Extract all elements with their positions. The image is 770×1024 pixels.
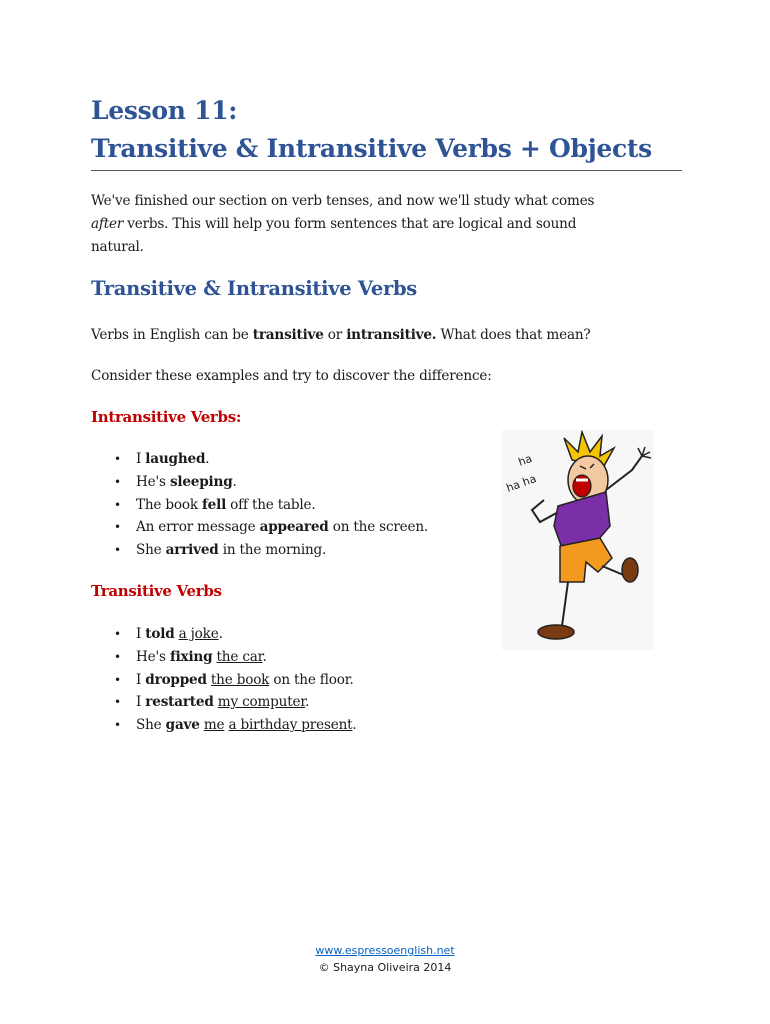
verb: appeared [259,519,329,536]
item-text: in the morning. [218,542,327,559]
item-text: . [205,451,210,467]
website-link[interactable]: www.espressoenglish.net [315,944,455,957]
list-item [91,516,428,539]
bullet: • [114,452,121,466]
bullet: • [114,543,121,558]
transitive-list [91,623,357,737]
ha-text: ha [516,451,534,469]
instruction-paragraph: Consider these examples and try to discover the difference: [91,368,492,384]
para-text: or [323,327,347,343]
item-text: on the screen. [328,519,429,536]
open-mouth-shape [573,475,591,497]
item-text: . [218,626,223,642]
item-text: on the floor. [269,671,354,688]
page-footer [0,942,770,976]
direct-object: a birthday present [228,717,353,734]
item-text: I [136,671,146,688]
item-text: I [136,626,146,642]
item-text: She [136,717,166,734]
item-text: . [232,473,237,490]
item-text: The book [136,496,203,513]
section-heading: Transitive & Intransitive Verbs [91,277,417,300]
object: the car [216,648,263,665]
definition-paragraph [91,327,591,343]
object: the book [210,671,270,688]
intransitive-heading: Intransitive Verbs: [91,408,242,426]
term-intransitive: intransitive. [346,327,437,343]
term-transitive: transitive [252,327,324,343]
verb: sleeping [169,473,233,490]
item-text: . [262,648,267,665]
transitive-heading: Transitive Verbs [91,582,222,600]
bullet: • [114,627,121,641]
para-text: Verbs in English can be [91,327,253,343]
verb: arrived [165,542,219,559]
item-text: off the table. [226,496,316,513]
bullet: • [114,474,121,489]
bullet: • [114,672,121,687]
intro-text-end: verbs. This will help you form sentences that are logical and sound natural. [91,216,577,255]
intro-text: We've finished our section on verb tenses, and now we'll study what comes [91,193,595,209]
list-item [91,448,428,471]
title-divider [91,170,682,171]
bullet: • [114,649,121,664]
list-item [91,494,428,517]
object: a joke [178,626,219,642]
verb: laughed [145,451,206,467]
verb: restarted [145,694,214,711]
list-item [91,471,428,494]
item-text: He's [136,648,170,665]
item-text: He's [136,473,170,490]
item-text: I [136,451,146,467]
copyright-text: © Shayna Oliveira 2014 [318,961,452,974]
verb: gave [165,717,200,734]
para-text: What does that mean? [436,327,591,343]
item-text: I [136,694,146,711]
bullet: • [114,695,121,710]
intro-italic: after [91,216,124,232]
title-line-1: Lesson 11: [91,96,238,125]
verb: fixing [169,648,213,665]
left-shoe-shape [538,625,574,639]
object: my computer [217,694,306,711]
list-item [91,539,428,562]
list-item [91,714,357,737]
lesson-title [91,92,691,168]
intro-paragraph [91,190,611,259]
indirect-object: me [203,717,225,734]
list-item [91,691,357,714]
list-item [91,646,357,669]
bullet: • [114,718,121,733]
title-line-2: Transitive & Intransitive Verbs + Objects [91,134,652,163]
verb: dropped [145,671,207,688]
item-text: She [136,542,166,559]
bullet: • [114,497,121,512]
list-item [91,623,357,646]
verb: fell [202,496,227,513]
list-item [91,669,357,692]
laughing-man-illustration [502,430,654,650]
item-text: . [305,694,310,711]
ha-ha-text: ha ha [504,472,539,495]
bullet: • [114,520,121,535]
intransitive-list [91,448,428,562]
verb: told [145,626,175,642]
item-text: . [352,717,357,734]
item-text: An error message [136,519,260,536]
right-shoe-shape [622,558,638,582]
